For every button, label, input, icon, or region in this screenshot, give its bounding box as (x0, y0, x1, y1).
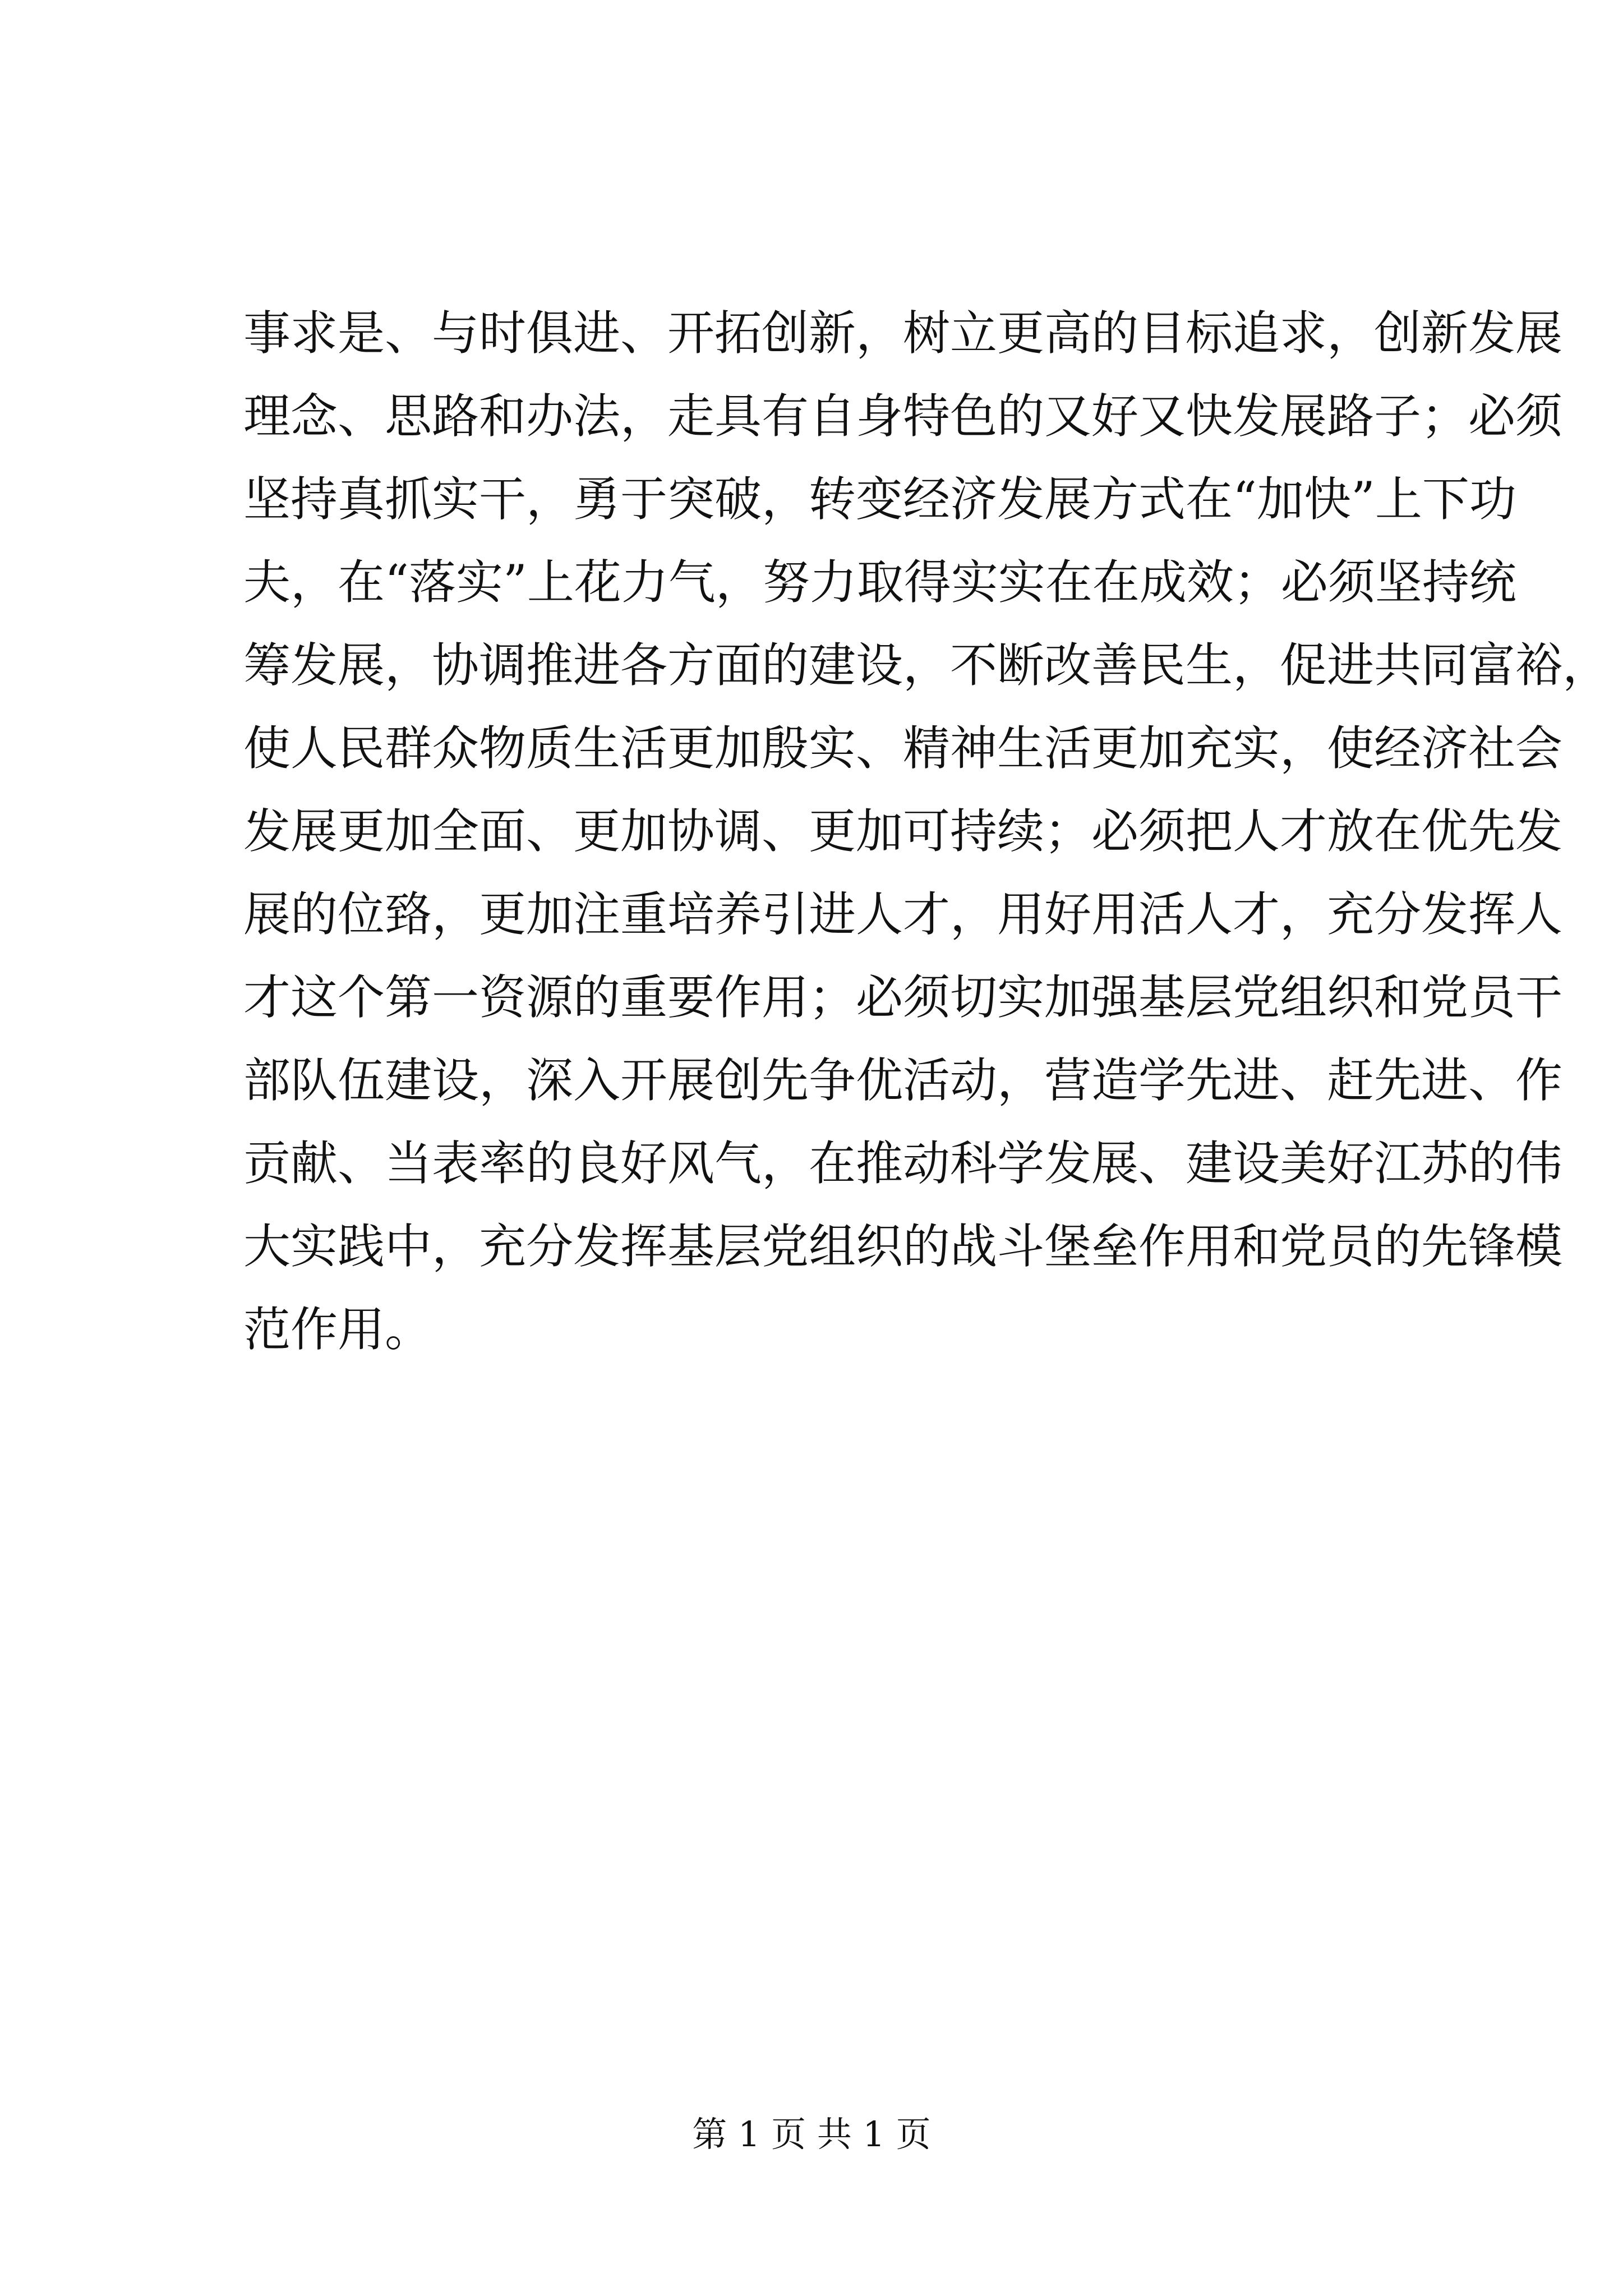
text-line: 使人民群众物质生活更加殷实、精神生活更加充实，使经济社会 (243, 721, 1563, 776)
text-line: 展的位臵，更加注重培养引进人才，用好用活人才，充分发挥人 (243, 887, 1563, 942)
text-line: 才这个第一资源的重要作用；必须切实加强基层党组织和党员干 (243, 970, 1563, 1025)
text-line: 坚持真抓实干，勇于突破，转变经济发展方式在“加快”上下功 (243, 472, 1516, 527)
text-line: 理念、思路和办法，走具有自身特色的又好又快发展路子；必须 (243, 389, 1563, 444)
text-line: 事求是、与时俱进、开拓创新，树立更高的目标追求，创新发展 (243, 306, 1563, 361)
text-line: 夫，在“落实”上花力气，努力取得实实在在成效；必须坚持统 (243, 555, 1516, 610)
text-line: 大实践中，充分发挥基层党组织的战斗堡垒作用和党员的先锋模 (243, 1219, 1563, 1274)
text-line: 贡献、当表率的良好风气，在推动科学发展、建设美好江苏的伟 (243, 1136, 1563, 1191)
text-line: 筹发展，协调推进各方面的建设，不断改善民生，促进共同富裕， (243, 638, 1610, 693)
text-line: 部队伍建设，深入开展创先争优活动，营造学先进、赶先进、作 (243, 1053, 1563, 1108)
body-paragraph (243, 292, 1610, 1371)
text-line: 发展更加全面、更加协调、更加可持续；必须把人才放在优先发 (243, 804, 1563, 859)
page-number-footer: 第 1 页 共 1 页 (692, 2114, 931, 2155)
text-line: 范作用。 (243, 1302, 432, 1357)
